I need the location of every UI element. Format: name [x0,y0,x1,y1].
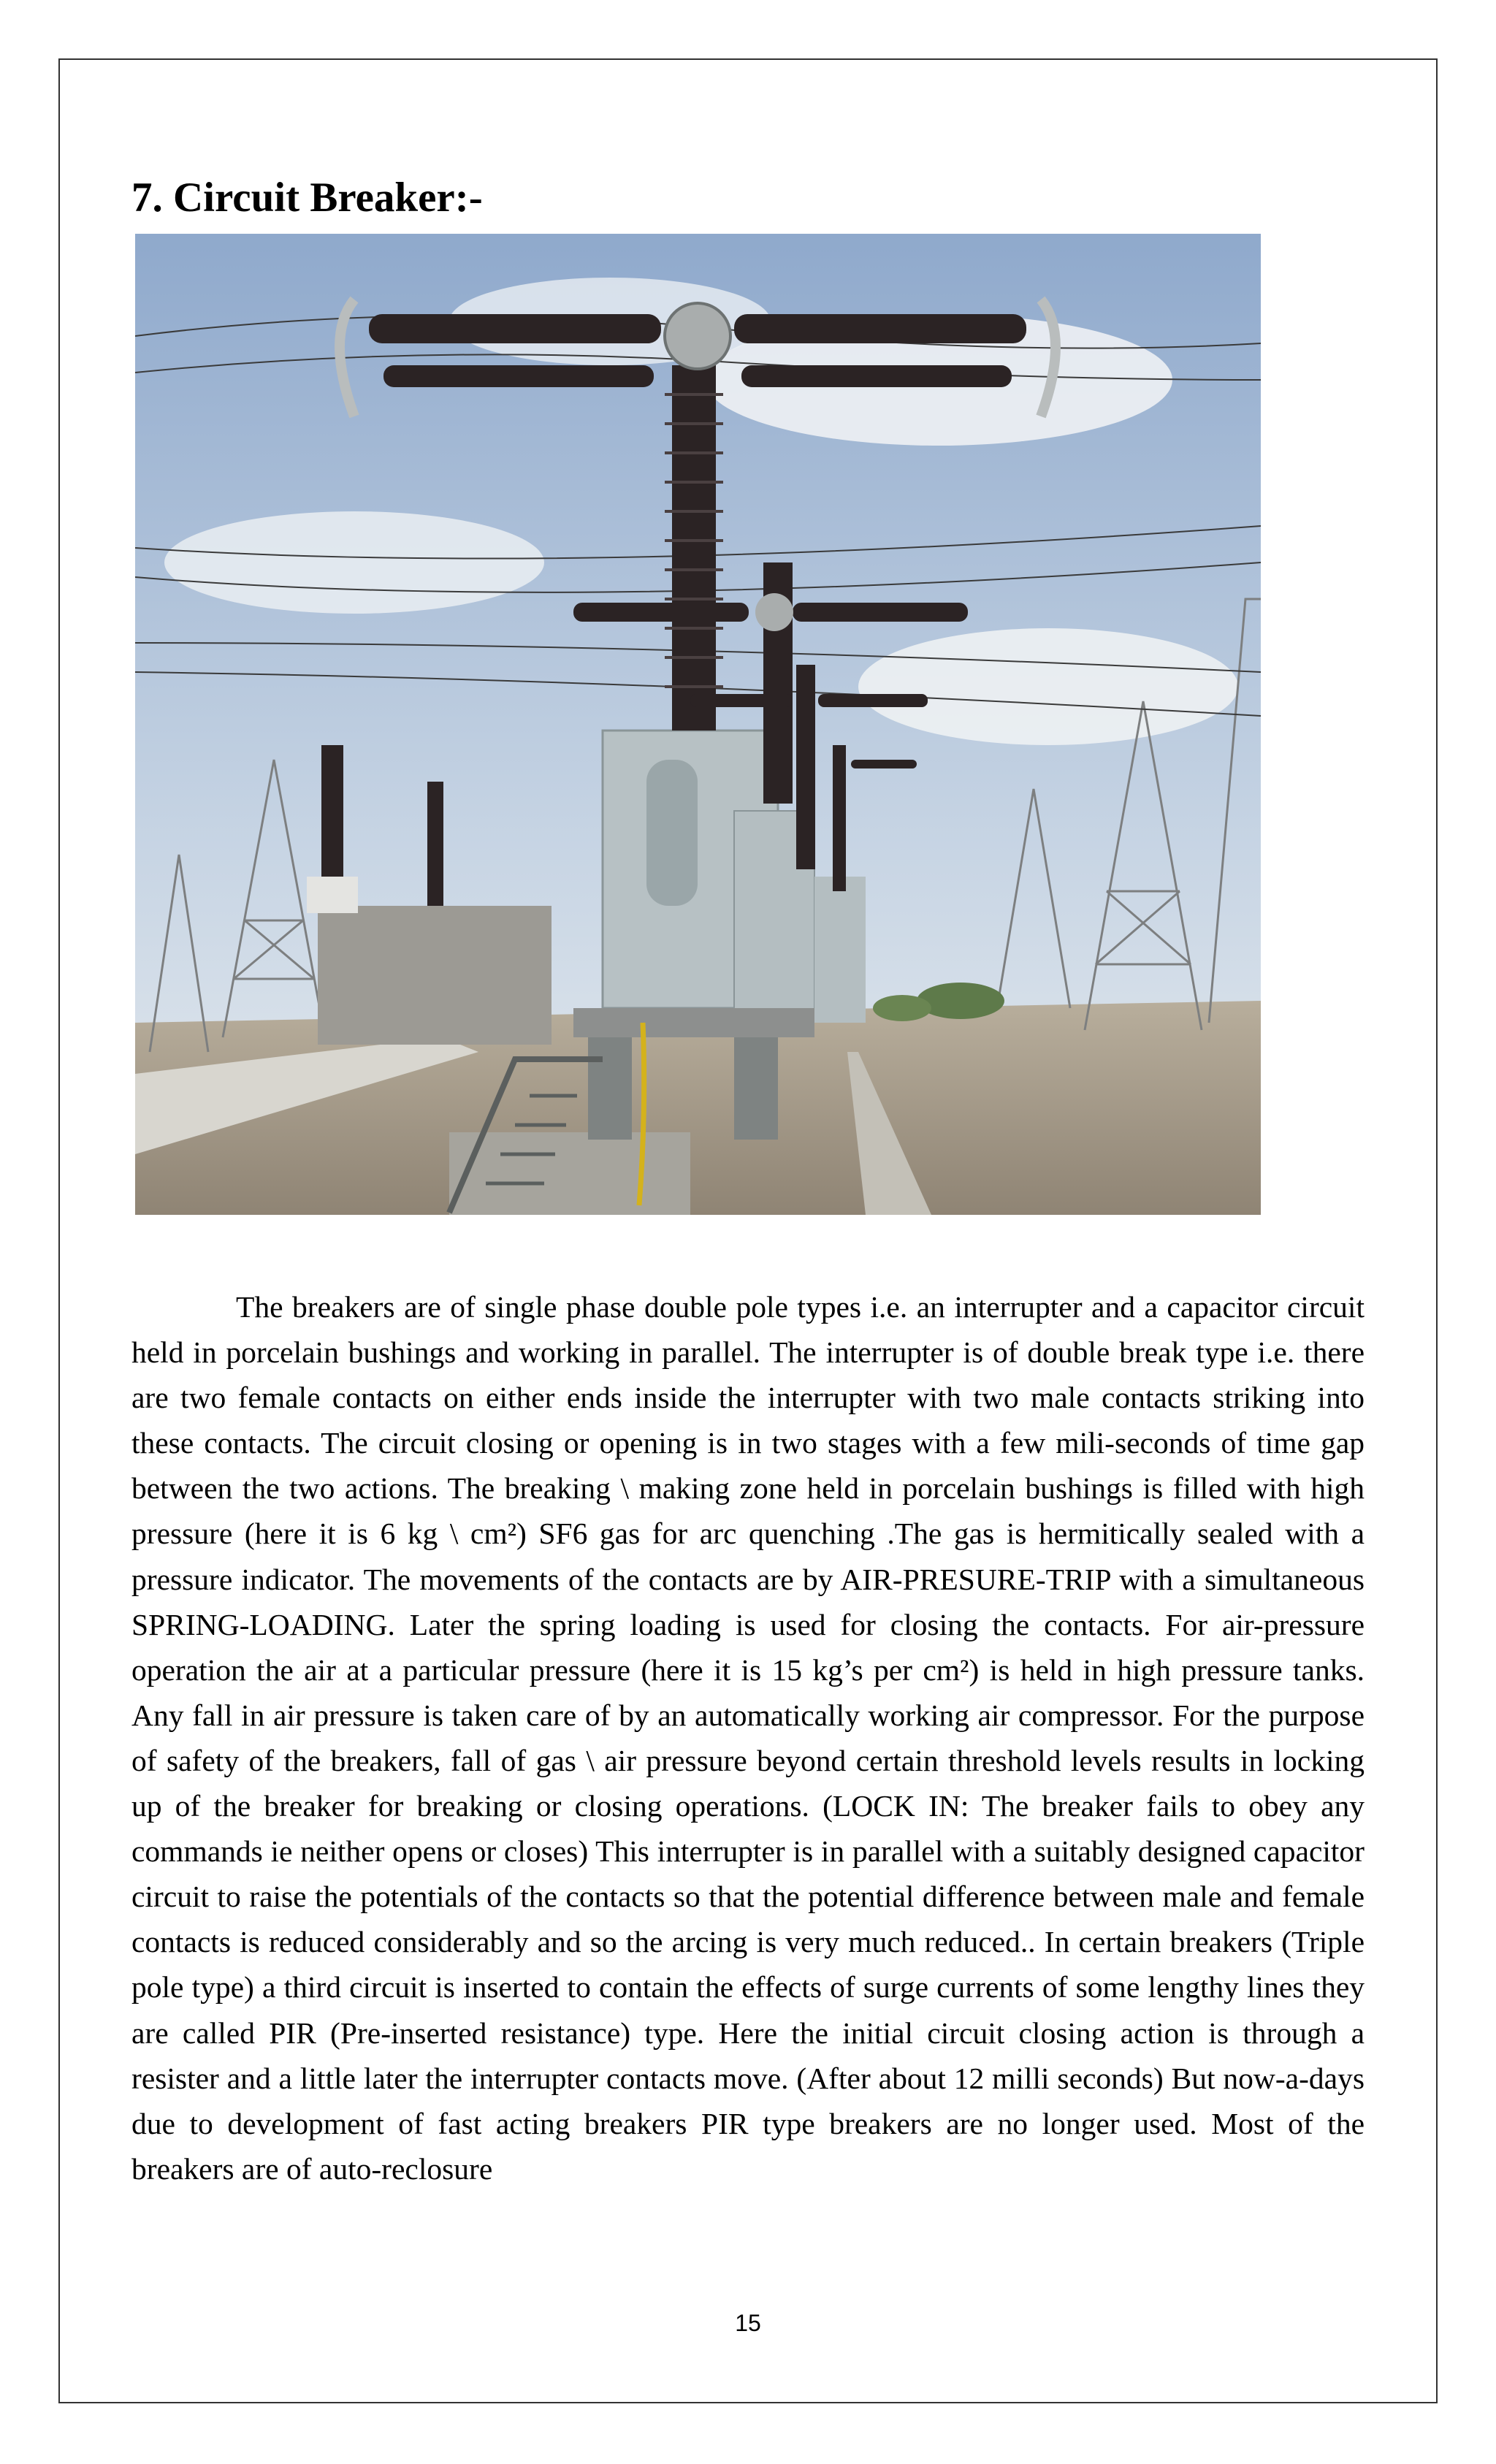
page-number: 15 [735,2310,761,2336]
section-heading: 7. Circuit Breaker:- [131,175,483,221]
body-paragraph: The breakers are of single phase double pole types i.e. an interrupter and a capacitor circuit held in porcelain bushings and working in parallel. The interrupter is of double break type i.e. there are two female contacts on either ends inside the interrupter with two male contacts striking into these contacts. The circuit closing or opening is in two stages with a few mili-seconds of time gap between the two actions. The breaking \ making zone held in porcelain bushings is filled with high pressure (here it is 6 kg \ cm²) SF6 gas for arc quenching .The gas is hermitically sealed with a pressure indicator. The movements of the contacts are by AIR-PRESURE-TRIP with a simultaneous SPRING-LOADING. Later the spring loading is used for closing the contacts. For air-pressure operation the air at a particular pressure (here it is 15 kg’s per cm²) is held in high pressure tanks. Any fall in air pressure is taken care of by an automatically working air compressor. For the purpose of safety of the breakers, fall of gas \ air pressure beyond certain threshold levels results in locking up of the breaker for breaking or closing operations. (LOCK IN: The breaker fails to obey any commands ie neither opens or closes) This interrupter is in parallel with a suitably designed capacitor circuit to raise the potentials of the contacts so that the potential difference between male and female contacts is reduced considerably and so the arcing is very much reduced.. In certain breakers (Triple pole type) a third circuit is inserted to contain the effects of surge currents of some lengthy lines they are called PIR (Pre-inserted resistance) type. Here the initial circuit closing action is through a resister and a little later the interrupter contacts move. (After about 12 milli seconds) But now-a-days due to development of fast acting breakers PIR type breakers are no longer used. Most of the breakers are of auto-reclosure [131,1290,1365,2186]
circuit-breaker-photo [135,234,1261,1215]
body-paragraph-container [131,1284,1365,2192]
substation-photo-icon [135,234,1261,1215]
